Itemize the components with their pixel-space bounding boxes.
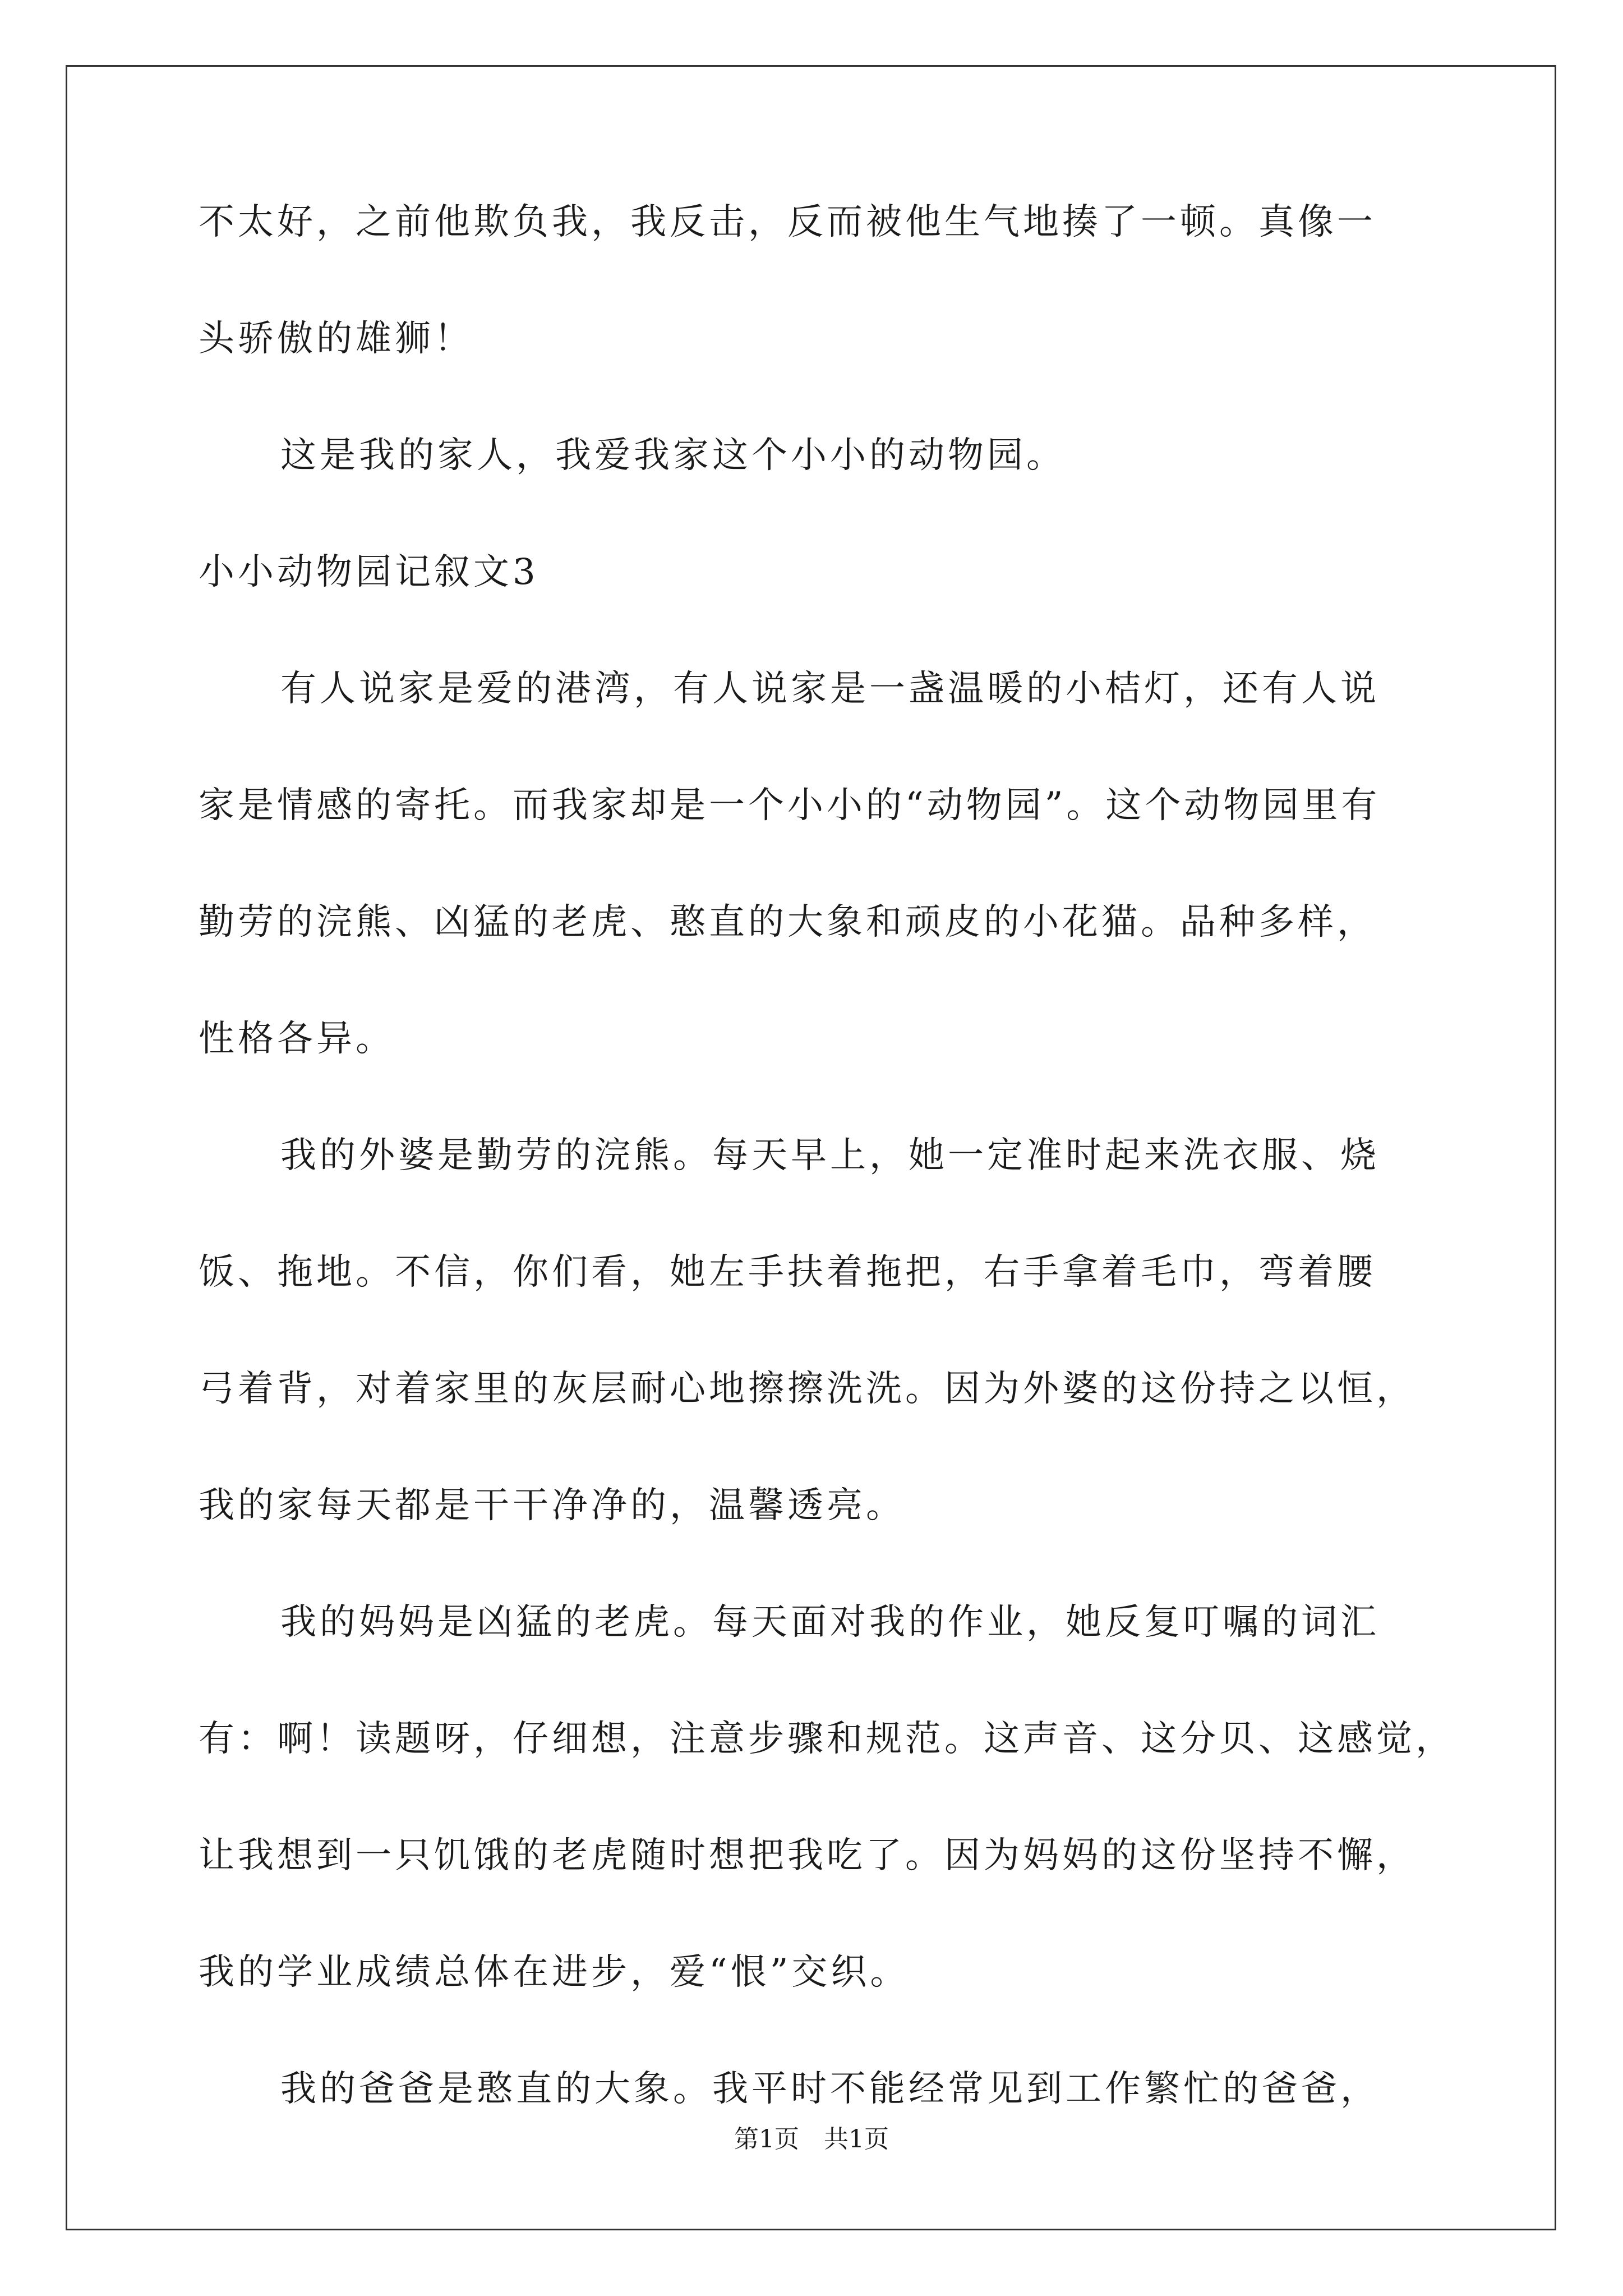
text-line: 弓着背，对着家里的灰层耐心地擦擦洗洗。因为外婆的这份持之以恒， [199,1368,1415,1410]
text-line: 我的妈妈是凶猛的老虎。每天面对我的作业，她反复叮嘱的词汇 [280,1602,1380,1643]
text-line: 我的家每天都是干干净净的，温馨透亮。 [199,1485,905,1526]
page-number-footer: 第1页 共1页 [734,2125,889,2154]
text-line: 有：啊！读题呀，仔细想，注意步骤和规范。这声音、这分贝、这感觉， [199,1718,1455,1760]
text-line: 头骄傲的雄狮！ [199,318,473,360]
document-body [199,200,1455,2111]
text-line: 这是我的家人，我爱我家这个小小的动物园。 [280,435,1066,476]
text-line: 家是情感的寄托。而我家却是一个小小的“动物园”。这个动物园里有 [199,785,1381,826]
section-heading: 小小动物园记叙文3 [199,551,539,593]
text-line: 我的外婆是勤劳的浣熊。每天早上，她一定准时起来洗衣服、烧 [280,1135,1380,1176]
text-line: 勤劳的浣熊、凶猛的老虎、憨直的大象和顽皮的小花猫。品种多样， [199,901,1376,943]
text-line: 性格各异。 [199,1018,395,1060]
text-line: 我的爸爸是憨直的大象。我平时不能经常见到工作繁忙的爸爸， [280,2068,1380,2110]
text-line: 有人说家是爱的港湾，有人说家是一盏温暖的小桔灯，还有人说 [280,668,1380,710]
text-line: 让我想到一只饥饿的老虎随时想把我吃了。因为妈妈的这份坚持不懈， [199,1835,1415,1876]
text-line: 饭、拖地。不信，你们看，她左手扶着拖把，右手拿着毛巾，弯着腰 [199,1251,1376,1293]
text-line: 我的学业成绩总体在进步，爱“恨”交织。 [199,1952,910,1993]
text-line: 不太好，之前他欺负我，我反击，反而被他生气地揍了一顿。真像一 [199,201,1376,243]
